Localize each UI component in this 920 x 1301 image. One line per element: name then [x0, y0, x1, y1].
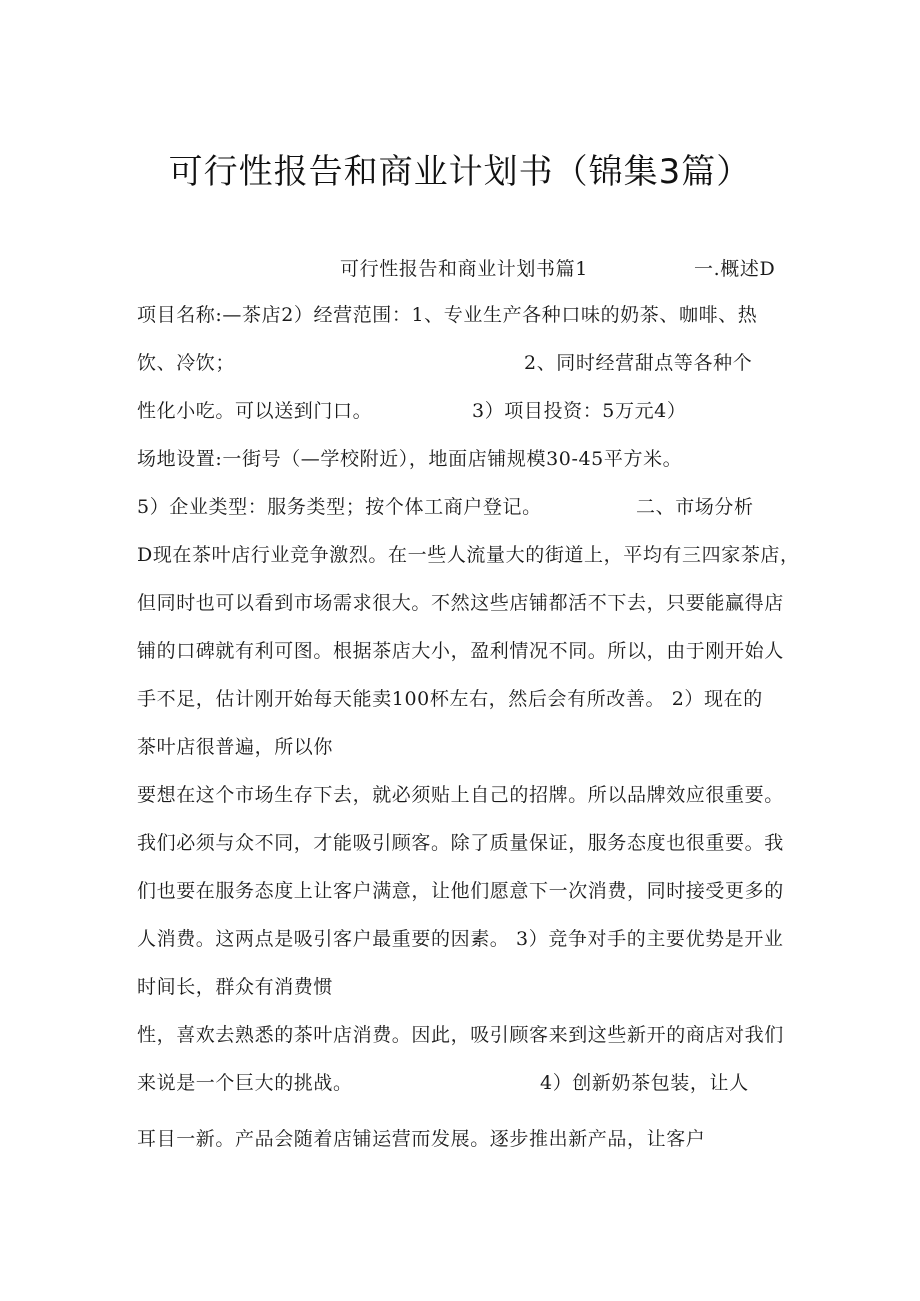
- body-text: 2、同时经营甜点等各种个: [524, 352, 753, 374]
- body-line: [0, 974, 920, 1000]
- body-text: 人消费。这两点是吸引客户最重要的因素。 3）竞争对手的主要优势是开业: [137, 928, 784, 950]
- body-line: [0, 782, 920, 808]
- body-text: 要想在这个市场生存下去，就必须贴上自己的招牌。所以品牌效应很重要。: [137, 784, 784, 806]
- body-line: [0, 686, 920, 712]
- body-line: [0, 734, 920, 760]
- body-line: [0, 878, 920, 904]
- body-line: [0, 590, 920, 616]
- body-line: [0, 926, 920, 952]
- body-line: [0, 494, 920, 520]
- body-line: [0, 398, 920, 424]
- section-heading: 二、市场分析: [636, 496, 754, 518]
- body-line: [0, 1126, 920, 1152]
- body-text: D现在茶叶店行业竞争激烈。在一些人流量大的街道上，平均有三四家茶店，: [137, 544, 800, 566]
- body-text: 时间长，群众有消费惯: [137, 976, 334, 998]
- section-heading: 可行性报告和商业计划书篇1: [340, 258, 588, 280]
- body-line: [0, 446, 920, 472]
- section-heading: 一.概述D: [694, 258, 776, 280]
- body-text: 5）企业类型：服务类型；按个体工商户登记。: [137, 496, 542, 518]
- body-text: 4）创新奶茶包装，让人: [540, 1072, 749, 1094]
- body-line: [0, 542, 920, 568]
- body-text: 项目名称:—茶店2）经营范围：1、专业生产各种口味的奶茶、咖啡、热: [137, 304, 758, 326]
- body-line: [0, 256, 920, 282]
- body-text: 我们必须与众不同，才能吸引顾客。除了质量保证，服务态度也很重要。我: [137, 832, 784, 854]
- body-line: [0, 1022, 920, 1048]
- body-text: 茶叶店很普遍，所以你: [137, 736, 334, 758]
- body-text: 们也要在服务态度上让客户满意，让他们愿意下一次消费，同时接受更多的: [137, 880, 784, 902]
- body-text: 3）项目投资：5万元4）: [472, 400, 687, 422]
- body-text: 耳目一新。产品会随着店铺运营而发展。逐步推出新产品，让客户: [137, 1128, 706, 1150]
- body-text: 手不足，估计刚开始每天能卖100杯左右，然后会有所改善。 2）现在的: [137, 688, 763, 710]
- document-title: 可行性报告和商业计划书（锦集3篇）: [168, 152, 752, 192]
- body-line: [0, 1070, 920, 1096]
- body-text: 性化小吃。可以送到门口。: [137, 400, 373, 422]
- body-line: [0, 830, 920, 856]
- body-text: 来说是一个巨大的挑战。: [137, 1072, 353, 1094]
- body-text: 饮、冷饮；: [137, 352, 236, 374]
- body-text: 铺的口碑就有利可图。根据茶店大小，盈利情况不同。所以，由于刚开始人: [137, 640, 784, 662]
- body-line: [0, 350, 920, 376]
- body-line: [0, 302, 920, 328]
- body-text: 但同时也可以看到市场需求很大。不然这些店铺都活不下去，只要能赢得店: [137, 592, 784, 614]
- body-text: 性，喜欢去熟悉的茶叶店消费。因此，吸引顾客来到这些新开的商店对我们: [137, 1024, 784, 1046]
- body-text: 场地设置:一街号（—学校附近），地面店铺规模30-45平方米。: [137, 448, 683, 470]
- body-line: [0, 638, 920, 664]
